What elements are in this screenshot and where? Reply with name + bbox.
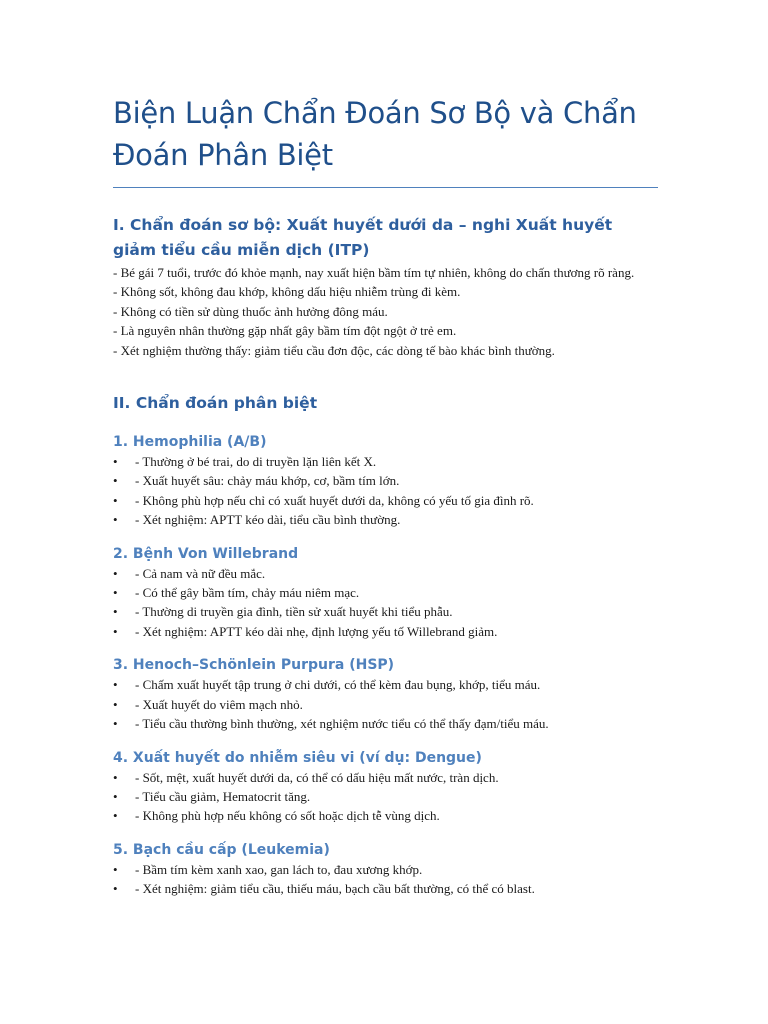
bullet-icon: • xyxy=(113,808,118,824)
list-item xyxy=(113,695,658,714)
list-item xyxy=(113,787,658,806)
bullet-icon: • xyxy=(113,677,118,693)
list-item-text: - Xuất huyết sâu: chảy máu khớp, cơ, bầm tím lớn. xyxy=(135,473,400,489)
subsection-heading-hemophilia: 1. Hemophilia (A/B) xyxy=(113,434,267,451)
list-item xyxy=(113,768,658,787)
bullet-list-leukemia xyxy=(113,860,658,899)
list-item xyxy=(113,452,658,471)
list-item xyxy=(113,491,658,510)
list-item xyxy=(113,860,658,879)
list-item-text: - Tiểu cầu giảm, Hematocrit tăng. xyxy=(135,788,311,804)
preliminary-diagnosis-list xyxy=(113,263,658,360)
bullet-icon: • xyxy=(113,788,118,804)
bullet-list-hemophilia xyxy=(113,452,658,530)
list-item xyxy=(113,510,658,529)
bullet-icon: • xyxy=(113,604,118,620)
bullet-icon: • xyxy=(113,473,118,489)
list-item-text: - Chấm xuất huyết tập trung ở chi dưới, có thể kèm đau bụng, khớp, tiểu máu. xyxy=(135,677,541,693)
bullet-icon: • xyxy=(113,585,118,601)
bullet-icon: • xyxy=(113,716,118,732)
list-item-text: - Thường ở bé trai, do di truyền lặn liên kết X. xyxy=(135,454,377,470)
bullet-list-hsp xyxy=(113,675,658,733)
list-item xyxy=(113,471,658,490)
list-item-text: - Sốt, mệt, xuất huyết dưới da, có thể có dấu hiệu mất nước, tràn dịch. xyxy=(135,769,499,785)
list-item-text: - Có thể gây bầm tím, chảy máu niêm mạc. xyxy=(135,585,360,601)
bullet-icon: • xyxy=(113,769,118,785)
list-item xyxy=(113,675,658,694)
list-item xyxy=(113,602,658,621)
bullet-list-viral-hemorrhage xyxy=(113,768,658,826)
list-item-text: - Bầm tím kèm xanh xao, gan lách to, đau xương khớp. xyxy=(135,861,423,877)
list-item-text: - Tiểu cầu thường bình thường, xét nghiệm nước tiểu có thể thấy đạm/tiểu máu. xyxy=(135,716,549,732)
list-item: - Xét nghiệm thường thấy: giảm tiểu cầu đơn độc, các dòng tế bào khác bình thường. xyxy=(113,342,555,358)
list-item: - Không có tiền sử dùng thuốc ảnh hưởng đông máu. xyxy=(113,303,388,319)
title-divider xyxy=(113,187,658,188)
bullet-icon: • xyxy=(113,881,118,897)
list-item xyxy=(113,583,658,602)
list-item: - Bé gái 7 tuổi, trước đó khỏe mạnh, nay xuất hiện bầm tím tự nhiên, không do chấn thương rõ ràng. xyxy=(113,265,635,280)
document-page xyxy=(113,92,658,899)
list-item-text: - Xét nghiệm: APTT kéo dài, tiểu cầu bình thường. xyxy=(135,512,401,528)
bullet-icon: • xyxy=(113,512,118,528)
list-item-text: - Xét nghiệm: giảm tiểu cầu, thiếu máu, bạch cầu bất thường, có thể có blast. xyxy=(135,881,535,897)
subsection-heading-leukemia: 5. Bạch cầu cấp (Leukemia) xyxy=(113,841,330,858)
list-item: - Là nguyên nhân thường gặp nhất gây bầm tím đột ngột ở trẻ em. xyxy=(113,323,457,339)
subsection-heading-viral-hemorrhage: 4. Xuất huyết do nhiễm siêu vi (ví dụ: Dengue) xyxy=(113,749,482,766)
list-item-text: - Xét nghiệm: APTT kéo dài nhẹ, định lượng yếu tố Willebrand giảm. xyxy=(135,623,498,639)
list-item xyxy=(113,622,658,641)
bullet-list-von-willebrand xyxy=(113,564,658,642)
bullet-icon: • xyxy=(113,696,118,712)
list-item: - Không sốt, không đau khớp, không dấu hiệu nhiễm trùng đi kèm. xyxy=(113,284,461,300)
list-item xyxy=(113,564,658,583)
list-item-text: - Thường di truyền gia đình, tiền sử xuất huyết khi tiểu phẫu. xyxy=(135,604,453,620)
list-item-text: - Không phù hợp nếu chỉ có xuất huyết dưới da, không có yếu tố gia đình rõ. xyxy=(135,492,534,508)
list-item-text: - Xuất huyết do viêm mạch nhỏ. xyxy=(135,696,303,712)
list-item-text: - Không phù hợp nếu không có sốt hoặc dịch tễ vùng dịch. xyxy=(135,808,440,824)
bullet-icon: • xyxy=(113,565,118,581)
subsection-heading-hsp: 3. Henoch–Schönlein Purpura (HSP) xyxy=(113,657,395,674)
page-title: Biện Luận Chẩn Đoán Sơ Bộ và Chẩn Đoán Phân Biệt xyxy=(113,96,637,172)
list-item xyxy=(113,806,658,825)
list-item xyxy=(113,714,658,733)
subsection-heading-von-willebrand: 2. Bệnh Von Willebrand xyxy=(113,545,299,562)
bullet-icon: • xyxy=(113,492,118,508)
list-item-text: - Cả nam và nữ đều mắc. xyxy=(135,565,266,581)
list-item xyxy=(113,879,658,898)
bullet-icon: • xyxy=(113,623,118,639)
section-heading-differential-diagnosis: II. Chẩn đoán phân biệt xyxy=(113,394,318,413)
bullet-icon: • xyxy=(113,861,118,877)
bullet-icon: • xyxy=(113,454,118,470)
section-heading-preliminary-diagnosis: I. Chẩn đoán sơ bộ: Xuất huyết dưới da – nghi Xuất huyết giảm tiểu cầu miễn dịch (ITP) xyxy=(113,216,613,259)
